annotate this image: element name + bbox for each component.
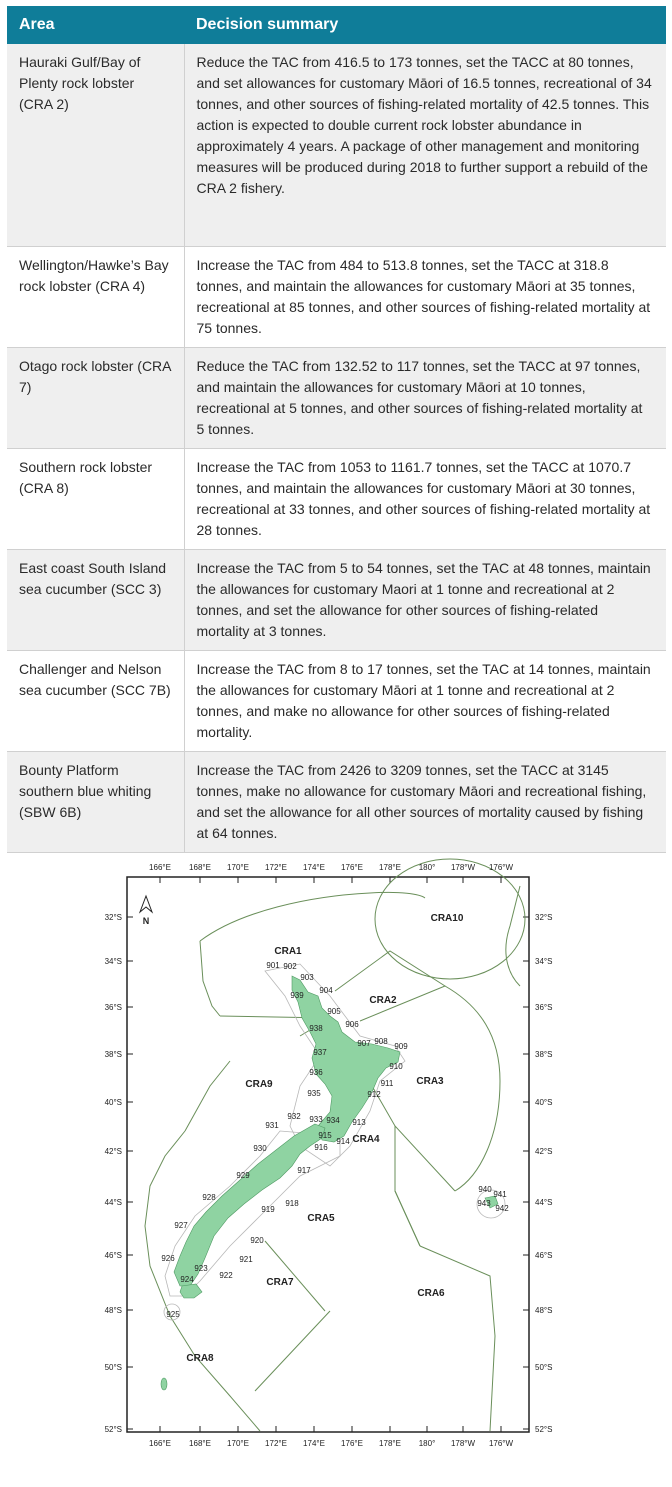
longitude-label-bottom: 170°E — [227, 1439, 249, 1448]
stat-area-label: 938 — [309, 1024, 323, 1033]
north-label: N — [142, 916, 150, 926]
stat-area-label: 906 — [345, 1020, 359, 1029]
stat-area-label: 902 — [283, 962, 297, 971]
table-row — [7, 448, 666, 549]
stat-area-label: 901 — [266, 961, 280, 970]
area-label-cra1: CRA1 — [274, 946, 302, 957]
longitude-label-bottom: 180° — [418, 1439, 436, 1448]
header-area: Area — [7, 6, 184, 44]
stat-area-label: 928 — [202, 1193, 216, 1202]
longitude-label-top: 168°E — [189, 863, 211, 872]
area-label-cra3: CRA3 — [416, 1076, 444, 1087]
longitude-label-top: 178°W — [450, 863, 476, 872]
longitude-labels-bottom — [149, 1439, 513, 1448]
latitude-label-left: 46°S — [104, 1251, 122, 1260]
stat-area-label: 936 — [309, 1068, 323, 1077]
longitude-labels-top — [149, 863, 513, 872]
longitude-label-top: 178°E — [379, 863, 401, 872]
cell-summary: Increase the TAC from 8 to 17 tonnes, set the TAC at 14 tonnes, maintain the allowances for customary Māori at 1 tonne and recreational at 2 tonnes, and make no allowance for other sources of fishing-related mortality. — [184, 650, 666, 751]
table-row — [7, 347, 666, 448]
table-row — [7, 44, 666, 246]
stat-area-label: 926 — [161, 1254, 175, 1263]
cell-summary: Reduce the TAC from 416.5 to 173 tonnes, set the TACC at 80 tonnes, and set allowances for customary Māori of 16.5 tonnes, recreational of 34 tonnes, and other sources of fishing-related mortality of 42.5 tonnes. This action is expected to double current rock lobster abundance in approximately 4 years. A package of other management and monitoring measures will be produced during 2018 to further support a rebuild of the CRA 2 fishery. — [184, 44, 666, 246]
stat-area-label: 935 — [307, 1089, 321, 1098]
stat-area-label: 915 — [318, 1131, 332, 1140]
latitude-label-left: 34°S — [104, 957, 122, 966]
map-frame — [127, 877, 529, 1432]
stat-area-label: 921 — [239, 1255, 253, 1264]
latitude-label-right: 38°S — [535, 1050, 553, 1059]
latitude-labels-right — [535, 913, 552, 1434]
latitude-label-left: 32°S — [104, 913, 122, 922]
cell-summary: Reduce the TAC from 132.52 to 117 tonnes, set the TACC at 97 tonnes, and maintain the allowances for customary Māori at 10 tonnes, recreational at 5 tonnes, and other sources of fishing-related mortality at 5 tonnes. — [184, 347, 666, 448]
cell-area: Challenger and Nelson sea cucumber (SCC 7B) — [7, 650, 184, 751]
stat-area-label: 916 — [314, 1143, 328, 1152]
stat-area-label: 910 — [389, 1062, 403, 1071]
area-label-cra9: CRA9 — [245, 1079, 273, 1090]
stat-area-label: 931 — [265, 1121, 279, 1130]
stat-area-label: 914 — [336, 1137, 350, 1146]
stat-area-label: 905 — [327, 1007, 341, 1016]
area-label-cra7: CRA7 — [266, 1277, 294, 1288]
stat-area-label: 937 — [313, 1048, 327, 1057]
area-label-cra4: CRA4 — [352, 1134, 380, 1145]
table-row — [7, 650, 666, 751]
longitude-label-top: 174°E — [303, 863, 325, 872]
area-label-cra6: CRA6 — [417, 1288, 445, 1299]
stat-area-label: 920 — [250, 1236, 264, 1245]
latitude-label-left: 40°S — [104, 1098, 122, 1107]
area-label-cra5: CRA5 — [307, 1213, 335, 1224]
latitude-label-right: 44°S — [535, 1198, 553, 1207]
longitude-label-bottom: 178°W — [450, 1439, 476, 1448]
latitude-label-left: 36°S — [104, 1003, 122, 1012]
cell-summary: Increase the TAC from 5 to 54 tonnes, set the TAC at 48 tonnes, maintain the allowances for customary Maori at 1 tonne and recreational at 2 tonnes, and set the allowance for other sources of fishing-related mortality at 3 tonnes. — [184, 549, 666, 650]
latitude-label-right: 36°S — [535, 1003, 553, 1012]
table-row — [7, 751, 666, 852]
stat-area-label: 927 — [174, 1221, 188, 1230]
latitude-label-left: 44°S — [104, 1198, 122, 1207]
decision-table — [7, 6, 666, 853]
latitude-labels-left — [105, 913, 122, 1434]
stat-area-label: 923 — [194, 1264, 208, 1273]
longitude-label-bottom: 178°E — [379, 1439, 401, 1448]
latitude-label-left: 50°S — [104, 1363, 122, 1372]
latitude-label-right: 42°S — [535, 1147, 553, 1156]
latitude-label-right: 34°S — [535, 957, 553, 966]
longitude-label-bottom: 176°W — [488, 1439, 514, 1448]
latitude-label-right: 50°S — [535, 1363, 553, 1372]
stat-area-label: 904 — [319, 986, 333, 995]
cell-area: Bounty Platform southern blue whiting (SBW 6B) — [7, 751, 184, 852]
stat-area-label: 903 — [300, 973, 314, 982]
stat-area-label: 934 — [326, 1116, 340, 1125]
longitude-label-top: 166°E — [149, 863, 171, 872]
area-label-cra10: CRA10 — [430, 913, 464, 924]
decision-table-container — [7, 6, 666, 853]
cell-summary: Increase the TAC from 1053 to 1161.7 tonnes, set the TACC at 1070.7 tonnes, and maintain the allowances for customary Māori at 30 tonnes, recreational at 33 tonnes, and other sources of fishing-related mortality at 28 tonnes. — [184, 448, 666, 549]
longitude-label-top: 180° — [418, 863, 436, 872]
stat-area-label: 911 — [380, 1079, 394, 1088]
stat-area-label: 922 — [219, 1271, 233, 1280]
stat-area-label: 917 — [297, 1166, 311, 1175]
longitude-label-top: 172°E — [265, 863, 287, 872]
cell-summary: Increase the TAC from 2426 to 3209 tonnes, set the TACC at 3145 tonnes, make no allowance for customary Māori and recreational fishing, and set the allowance for all other sources of mortality caused by fishing at 64 tonnes. — [184, 751, 666, 852]
cell-area: Wellington/Hawke’s Bay rock lobster (CRA 4) — [7, 246, 184, 347]
longitude-label-bottom: 174°E — [303, 1439, 325, 1448]
longitude-label-bottom: 166°E — [149, 1439, 171, 1448]
stat-area-label: 932 — [287, 1112, 301, 1121]
stat-area-label: 943 — [477, 1199, 491, 1208]
latitude-label-left: 52°S — [104, 1425, 122, 1434]
stat-area-label: 933 — [309, 1115, 323, 1124]
header-decision-summary: Decision summary — [184, 6, 666, 44]
longitude-label-top: 170°E — [227, 863, 249, 872]
stat-area-label: 942 — [495, 1204, 509, 1213]
cell-area: Hauraki Gulf/Bay of Plenty rock lobster (CRA 2) — [7, 44, 184, 246]
latitude-label-right: 52°S — [535, 1425, 553, 1434]
longitude-label-bottom: 168°E — [189, 1439, 211, 1448]
stat-area-label: 940 — [478, 1185, 492, 1194]
latitude-label-left: 48°S — [104, 1306, 122, 1315]
cell-area: East coast South Island sea cucumber (SCC 3) — [7, 549, 184, 650]
stat-area-label: 907 — [357, 1039, 371, 1048]
table-row — [7, 549, 666, 650]
table-header-row — [7, 6, 666, 44]
area-label-cra8: CRA8 — [186, 1353, 214, 1364]
auckland-islands — [161, 1378, 167, 1390]
stat-area-label: 930 — [253, 1144, 267, 1153]
latitude-label-right: 40°S — [535, 1098, 553, 1107]
stat-area-label: 918 — [285, 1199, 299, 1208]
stat-area-label: 929 — [236, 1171, 250, 1180]
latitude-label-right: 48°S — [535, 1306, 553, 1315]
stat-area-label: 919 — [261, 1205, 275, 1214]
stat-area-label: 909 — [394, 1042, 408, 1051]
cell-area: Otago rock lobster (CRA 7) — [7, 347, 184, 448]
latitude-label-right: 46°S — [535, 1251, 553, 1260]
stat-area-label: 908 — [374, 1037, 388, 1046]
stat-area-label: 925 — [166, 1310, 180, 1319]
area-label-cra2: CRA2 — [369, 995, 397, 1006]
longitude-label-top: 176°E — [341, 863, 363, 872]
stat-area-label: 913 — [352, 1118, 366, 1127]
longitude-label-bottom: 172°E — [265, 1439, 287, 1448]
cra-map-svg — [0, 846, 672, 1466]
cell-area: Southern rock lobster (CRA 8) — [7, 448, 184, 549]
stat-area-label: 941 — [493, 1190, 507, 1199]
stat-area-label: 912 — [367, 1090, 381, 1099]
table-row — [7, 246, 666, 347]
latitude-label-left: 42°S — [104, 1147, 122, 1156]
latitude-label-left: 38°S — [104, 1050, 122, 1059]
stat-area-label: 939 — [290, 991, 304, 1000]
longitude-label-top: 176°W — [488, 863, 514, 872]
latitude-label-right: 32°S — [535, 913, 553, 922]
longitude-label-bottom: 176°E — [341, 1439, 363, 1448]
stat-area-label: 924 — [180, 1275, 194, 1284]
cra-map — [0, 846, 672, 1466]
cell-summary: Increase the TAC from 484 to 513.8 tonnes, set the TACC at 318.8 tonnes, and maintain the allowances for customary Māori at 35 tonnes, recreational at 85 tonnes, and other sources of fishing-related mortality at 75 tonnes. — [184, 246, 666, 347]
